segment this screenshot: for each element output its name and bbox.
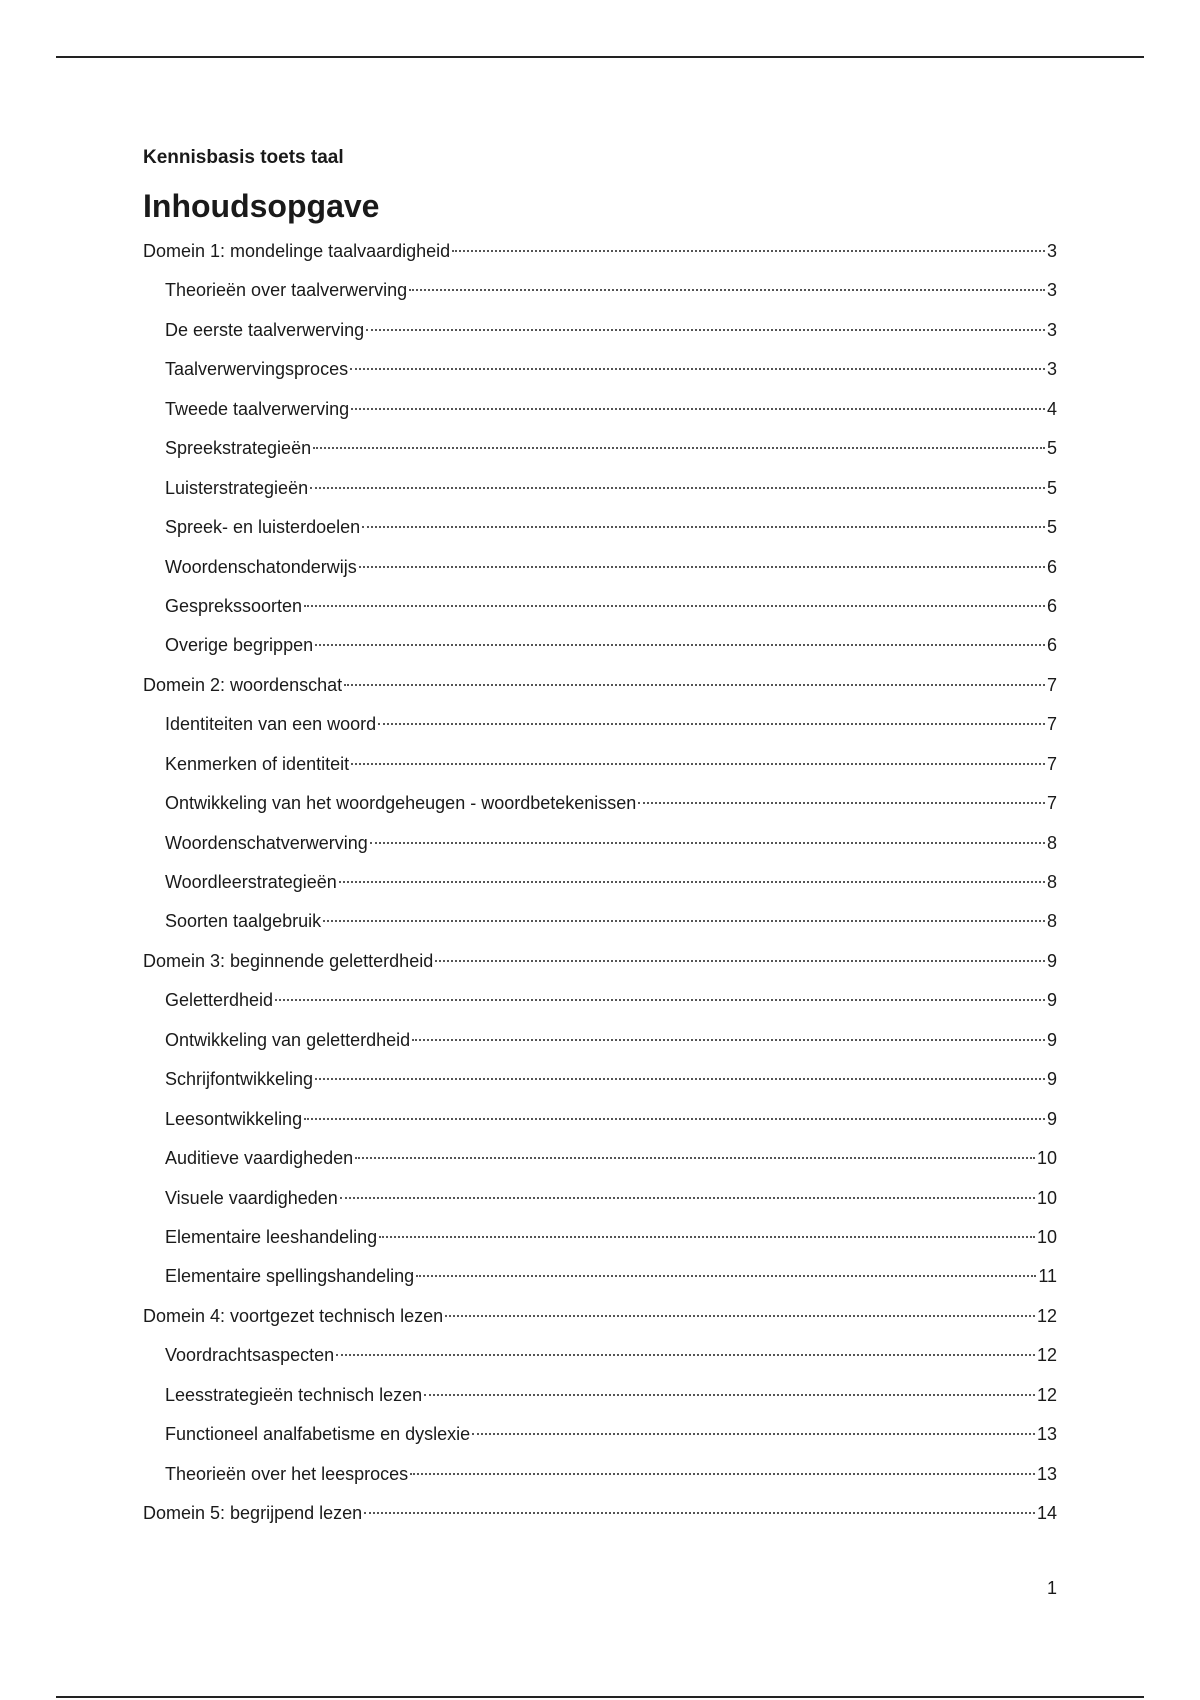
toc-entry-domain[interactable] — [143, 1494, 1057, 1533]
toc-dot-leader — [351, 763, 1045, 765]
toc-dot-leader — [275, 999, 1045, 1001]
toc-entry-page: 8 — [1046, 911, 1057, 932]
toc-entry-page: 8 — [1046, 872, 1057, 892]
toc-entry-page: 9 — [1046, 1108, 1057, 1129]
toc-entry-page: 7 — [1046, 793, 1057, 814]
toc-dot-leader — [339, 881, 1045, 883]
toc-dot-leader — [315, 644, 1045, 646]
toc-dot-leader — [323, 920, 1045, 922]
toc-entry-label: Spreekstrategieën — [165, 438, 312, 459]
toc-dot-leader — [344, 684, 1045, 686]
toc-entry-label: Theorieën over taalverwerving — [165, 280, 408, 301]
toc-entry-subsection[interactable] — [143, 1021, 1057, 1060]
toc-entry-page: 10 — [1036, 1187, 1057, 1208]
toc-entry-label: Ontwikkeling van het woordgeheugen - woordbetekenissen — [165, 793, 637, 814]
toc-dot-leader — [424, 1394, 1035, 1396]
toc-dot-leader — [379, 1236, 1035, 1238]
toc-entry-subsection[interactable] — [143, 350, 1057, 389]
toc-entry-subsection[interactable] — [143, 1179, 1057, 1218]
toc-entry-label: Geletterdheid — [165, 990, 274, 1011]
toc-entry-subsection[interactable] — [143, 705, 1057, 744]
toc-entry-subsection[interactable] — [143, 548, 1057, 587]
toc-dot-leader — [416, 1275, 1036, 1277]
footer-rule — [56, 1696, 1144, 1698]
toc-entry-page: 3 — [1046, 319, 1057, 340]
toc-entry-domain[interactable] — [143, 942, 1057, 981]
toc-entry-label: Ontwikkeling van geletterdheid — [165, 1029, 411, 1050]
toc-entry-subsection[interactable] — [143, 1336, 1057, 1375]
toc-entry-subsection[interactable] — [143, 1060, 1057, 1099]
toc-entry-label: Taalverwervingsproces — [165, 359, 349, 380]
toc-entry-subsection[interactable] — [143, 390, 1057, 429]
toc-entry-page: 8 — [1046, 832, 1057, 853]
toc-dot-leader — [472, 1433, 1035, 1435]
toc-entry-label: Identiteiten van een woord — [165, 714, 377, 735]
toc-entry-subsection[interactable] — [143, 626, 1057, 665]
toc-dot-leader — [410, 1473, 1035, 1475]
toc-entry-subsection[interactable] — [143, 902, 1057, 941]
toc-entry-label: Woordenschatverwerving — [165, 832, 368, 853]
toc-entry-page: 13 — [1036, 1424, 1057, 1445]
header-rule — [56, 56, 1144, 58]
toc-entry-subsection[interactable] — [143, 1415, 1057, 1454]
toc-entry-page: 10 — [1036, 1226, 1057, 1247]
toc-entry-subsection[interactable] — [143, 745, 1057, 784]
toc-entry-subsection[interactable] — [143, 1218, 1057, 1257]
toc-entry-page: 5 — [1046, 517, 1057, 538]
toc-entry-subsection[interactable] — [143, 429, 1057, 468]
toc-entry-label: Luisterstrategieën — [165, 477, 309, 498]
toc-dot-leader — [359, 566, 1045, 568]
toc-dot-leader — [304, 1118, 1045, 1120]
toc-dot-leader — [364, 1512, 1035, 1514]
toc-dot-leader — [340, 1197, 1035, 1199]
toc-entry-subsection[interactable] — [143, 587, 1057, 626]
toc-entry-page: 7 — [1046, 714, 1057, 735]
toc-entry-page: 6 — [1046, 635, 1057, 656]
toc-entry-label: Gesprekssoorten — [165, 595, 303, 616]
toc-entry-label: Auditieve vaardigheden — [165, 1148, 354, 1169]
toc-dot-leader — [336, 1354, 1035, 1356]
toc-entry-label: Schrijfontwikkeling — [165, 1069, 314, 1090]
toc-entry-page: 13 — [1036, 1463, 1057, 1484]
toc-entry-label: Elementaire leeshandeling — [165, 1226, 378, 1247]
toc-entry-page: 9 — [1046, 990, 1057, 1011]
page-content — [143, 140, 1057, 1533]
toc-entry-label: Domein 2: woordenschat — [143, 674, 343, 695]
toc-entry-subsection[interactable] — [143, 863, 1057, 902]
toc-dot-leader — [638, 802, 1045, 804]
toc-dot-leader — [409, 289, 1045, 291]
toc-dot-leader — [351, 408, 1045, 410]
toc-dot-leader — [435, 960, 1045, 962]
toc-dot-leader — [370, 842, 1045, 844]
toc-dot-leader — [452, 250, 1045, 252]
toc-entry-page: 12 — [1036, 1345, 1057, 1366]
toc-entry-label: Domein 5: begrijpend lezen — [143, 1503, 363, 1523]
toc-entry-label: Soorten taalgebruik — [165, 911, 322, 932]
toc-entry-label: Elementaire spellingshandeling — [165, 1266, 415, 1287]
toc-entry-page: 4 — [1046, 398, 1057, 419]
toc-entry-page: 5 — [1046, 477, 1057, 498]
toc-entry-page: 12 — [1036, 1384, 1057, 1405]
toc-entry-label: Spreek- en luisterdoelen — [165, 517, 361, 538]
toc-dot-leader — [362, 526, 1045, 528]
toc-dot-leader — [315, 1078, 1045, 1080]
toc-entry-page: 7 — [1046, 674, 1057, 695]
toc-entry-subsection[interactable] — [143, 784, 1057, 823]
toc-entry-page: 11 — [1038, 1266, 1057, 1287]
toc-entry-label: Theorieën over het leesproces — [165, 1463, 409, 1484]
toc-entry-page: 6 — [1046, 556, 1057, 577]
toc-entry-label: Woordleerstrategieën — [165, 872, 337, 892]
toc-entry-page: 7 — [1046, 753, 1057, 774]
toc-entry-subsection[interactable] — [143, 1139, 1057, 1178]
toc-entry-domain[interactable] — [143, 1297, 1057, 1336]
toc-entry-subsection[interactable] — [143, 1100, 1057, 1139]
toc-entry-page: 5 — [1046, 438, 1057, 459]
toc-heading: Inhoudsopgave — [143, 188, 380, 224]
toc-dot-leader — [412, 1039, 1045, 1041]
toc-entry-label: Overige begrippen — [165, 635, 314, 656]
toc-entry-page: 3 — [1046, 280, 1057, 301]
toc-dot-leader — [310, 487, 1045, 489]
toc-dot-leader — [350, 368, 1045, 370]
toc-entry-page: 6 — [1046, 595, 1057, 616]
toc-entry-subsection[interactable] — [143, 311, 1057, 350]
toc-entry-label: Voordrachtsaspecten — [165, 1345, 335, 1366]
toc-entry-page: 9 — [1046, 950, 1057, 971]
toc-dot-leader — [355, 1157, 1035, 1159]
toc-entry-domain[interactable] — [143, 666, 1057, 705]
toc-entry-subsection[interactable] — [143, 271, 1057, 310]
toc-entry-label: Functioneel analfabetisme en dyslexie — [165, 1424, 471, 1445]
toc-entry-page: 3 — [1046, 359, 1057, 380]
toc-entry-page: 14 — [1036, 1503, 1057, 1523]
toc-dot-leader — [445, 1315, 1035, 1317]
toc-entry-label: Leesontwikkeling — [165, 1108, 303, 1129]
table-of-contents — [143, 232, 1057, 1533]
toc-entry-label: Kenmerken of identiteit — [165, 753, 350, 774]
page-number: 1 — [1046, 1578, 1057, 1598]
document-title: Kennisbasis toets taal — [143, 147, 344, 168]
toc-entry-domain[interactable] — [143, 232, 1057, 271]
toc-dot-leader — [313, 447, 1045, 449]
toc-entry-subsection[interactable] — [143, 824, 1057, 863]
toc-dot-leader — [378, 723, 1045, 725]
toc-entry-page: 10 — [1036, 1148, 1057, 1169]
toc-entry-page: 12 — [1036, 1305, 1057, 1326]
toc-entry-subsection[interactable] — [143, 1455, 1057, 1494]
toc-entry-label: Woordenschatonderwijs — [165, 556, 357, 577]
toc-dot-leader — [304, 605, 1045, 607]
toc-entry-subsection[interactable] — [143, 1257, 1057, 1296]
toc-entry-label: Leesstrategieën technisch lezen — [165, 1384, 423, 1405]
toc-entry-subsection[interactable] — [143, 469, 1057, 508]
toc-entry-page: 3 — [1046, 241, 1057, 261]
toc-entry-subsection[interactable] — [143, 1376, 1057, 1415]
toc-entry-label: De eerste taalverwerving — [165, 319, 365, 340]
toc-dot-leader — [366, 329, 1045, 331]
toc-entry-label: Tweede taalverwerving — [165, 398, 350, 419]
toc-entry-label: Domein 1: mondelinge taalvaardigheid — [143, 241, 451, 261]
toc-entry-subsection[interactable] — [143, 508, 1057, 547]
toc-entry-page: 9 — [1046, 1069, 1057, 1090]
toc-entry-label: Visuele vaardigheden — [165, 1187, 338, 1208]
toc-entry-label: Domein 3: beginnende geletterdheid — [143, 950, 434, 971]
toc-entry-label: Domein 4: voortgezet technisch lezen — [143, 1305, 444, 1326]
toc-entry-subsection[interactable] — [143, 981, 1057, 1020]
toc-entry-page: 9 — [1046, 1029, 1057, 1050]
